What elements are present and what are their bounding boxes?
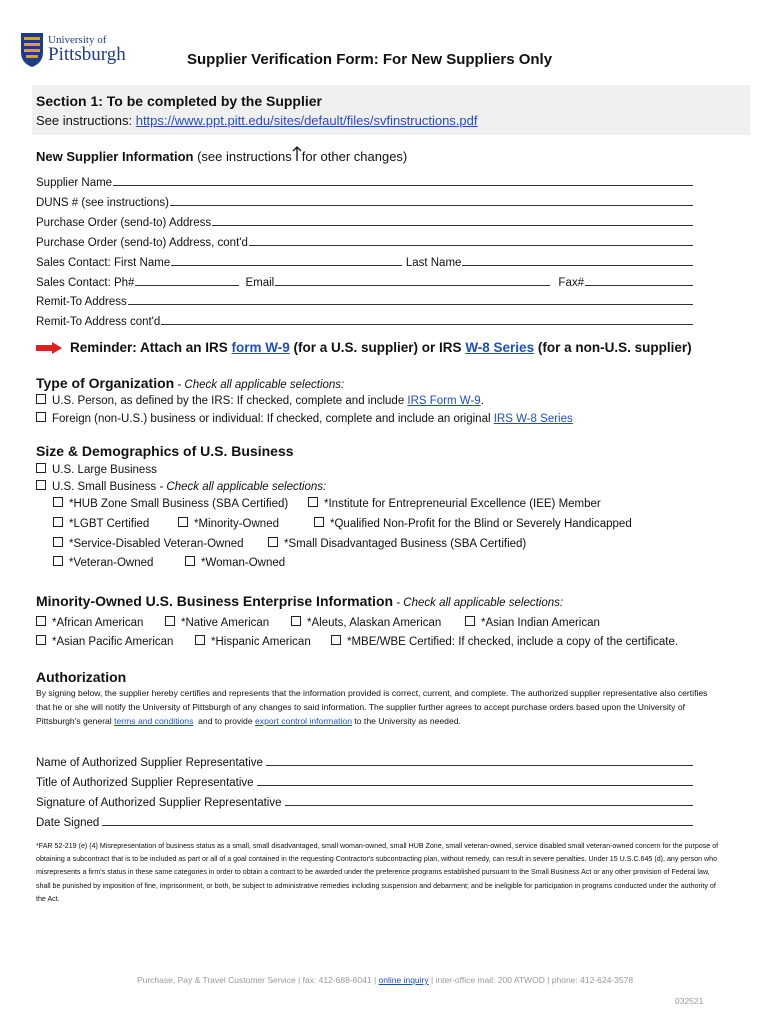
terms-link[interactable]: terms and conditions	[114, 716, 194, 726]
instructions-link[interactable]: https://www.ppt.pitt.edu/sites/default/files/svfinstructions.pdf	[135, 113, 478, 128]
org-opt2-text: Foreign (non-U.S.) business or individual: If checked, complete and include an original	[52, 413, 494, 425]
large-business-option	[36, 463, 157, 476]
rep-name-field[interactable]	[36, 753, 694, 769]
mbe-option	[331, 635, 678, 648]
instructions-line	[36, 113, 478, 128]
date-field[interactable]	[36, 813, 694, 829]
w9-link[interactable]: form W-9	[231, 340, 290, 355]
us-person-checkbox[interactable]	[36, 394, 46, 404]
veteran-checkbox[interactable]	[53, 556, 63, 566]
small-business-option	[36, 480, 326, 493]
fax-line[interactable]	[585, 284, 693, 286]
w8-link[interactable]: W-8 Series	[465, 340, 535, 355]
minority-title: Minority-Owned U.S. Business Enterprise Information	[36, 593, 394, 609]
veteran-label: *Veteran-Owned	[69, 557, 154, 569]
logo-line1: University of	[48, 34, 107, 46]
remit-line[interactable]	[128, 303, 693, 305]
aleuts-checkbox[interactable]	[291, 616, 301, 626]
aleuts-label: *Aleuts, Alaskan American	[307, 617, 442, 629]
authorization-heading: Authorization	[36, 669, 127, 685]
rep-name-label: Name of Authorized Supplier Representative	[36, 757, 263, 769]
nonprofit-checkbox[interactable]	[314, 517, 324, 527]
african-option	[36, 616, 143, 629]
nonprofit-option	[314, 517, 632, 530]
footer-pre: Purchase, Pay & Travel Customer Service | fax: 412-688-6041 |	[136, 975, 379, 985]
org-opt1-end: .	[480, 395, 484, 407]
sales-last-label: Last Name	[405, 257, 462, 269]
rep-title-line[interactable]	[257, 785, 693, 786]
hispanic-label: *Hispanic American	[211, 636, 311, 648]
lgbt-checkbox[interactable]	[53, 517, 63, 527]
large-business-checkbox[interactable]	[36, 463, 46, 473]
export-control-link[interactable]: export control information	[255, 716, 352, 726]
reminder-pre: Reminder: Attach an IRS	[70, 340, 228, 355]
native-checkbox[interactable]	[165, 616, 175, 626]
remit2-label: Remit-To Address cont'd	[36, 316, 161, 328]
minority-heading	[36, 593, 563, 609]
auth-para-pre: By signing below, the supplier hereby certifies and represents that the information provided is correct, current, and complete. The authorized supplier representative also certifies that he or she will notify the University of Pittsburgh of any changes to said information. The supplier further agrees to accept purchase orders based upon the University of Pittsburgh's general	[36, 688, 708, 726]
aleuts-option	[291, 616, 441, 629]
rep-name-line[interactable]	[266, 765, 693, 766]
right-arrow-icon	[36, 342, 62, 354]
mbe-label: *MBE/WBE Certified: If checked, include a copy of the certificate.	[347, 636, 679, 648]
size-heading: Size & Demographics of U.S. Business	[36, 443, 294, 459]
instructions-prefix: See instructions:	[36, 113, 136, 128]
sales-fax-label: Fax#	[558, 277, 584, 289]
page-title: Supplier Verification Form: For New Suppliers Only	[187, 51, 553, 68]
asian-indian-label: *Asian Indian American	[481, 617, 600, 629]
reminder-mid: (for a U.S. supplier) or IRS	[289, 340, 466, 355]
page-footer	[0, 975, 770, 985]
date-line[interactable]	[102, 825, 693, 826]
iee-option	[308, 497, 601, 510]
minority-owned-label: *Minority-Owned	[194, 518, 279, 530]
phone-line[interactable]	[135, 284, 239, 286]
org-subtitle: - Check all applicable selections:	[174, 379, 345, 391]
org-option-us	[36, 394, 484, 407]
signature-field[interactable]	[36, 793, 694, 809]
foreign-checkbox[interactable]	[36, 412, 46, 422]
irs-w8-link[interactable]: IRS W-8 Series	[493, 413, 573, 425]
woman-option	[185, 556, 285, 569]
reminder-post: (for a non-U.S. supplier)	[534, 340, 692, 355]
po-address-label: Purchase Order (send-to) Address	[36, 217, 212, 229]
signature-line[interactable]	[285, 805, 694, 806]
footer-post: | inter-office mail: 200 ATWOD | phone: 412-624-3578	[428, 975, 634, 985]
woman-label: *Woman-Owned	[201, 557, 286, 569]
university-logo	[20, 30, 140, 74]
signature-label: Signature of Authorized Supplier Representative	[36, 797, 282, 809]
up-arrow-icon	[292, 146, 302, 162]
disadvantaged-label: *Small Disadvantaged Business (SBA Certified)	[284, 538, 527, 550]
first-name-line[interactable]	[171, 264, 402, 266]
lgbt-label: *LGBT Certified	[69, 518, 150, 530]
po-address-field[interactable]	[36, 213, 694, 229]
iee-checkbox[interactable]	[308, 497, 318, 507]
date-label: Date Signed	[36, 817, 100, 829]
irs-w9-link[interactable]: IRS Form W-9	[407, 395, 481, 407]
sales-name-row	[36, 253, 694, 269]
reminder-line	[36, 340, 692, 355]
rep-title-label: Title of Authorized Supplier Representative	[36, 777, 254, 789]
hub-option	[53, 497, 288, 510]
hub-label: *HUB Zone Small Business (SBA Certified)	[69, 498, 289, 510]
authorization-paragraph	[36, 686, 716, 728]
po-address2-label: Purchase Order (send-to) Address, cont'd	[36, 237, 248, 249]
online-inquiry-link[interactable]: online inquiry	[378, 975, 429, 985]
nonprofit-label: *Qualified Non-Profit for the Blind or Severely Handicapped	[330, 518, 632, 530]
supplier-name-field[interactable]	[36, 173, 694, 189]
auth-para-post: to the University as needed.	[351, 716, 461, 726]
supplier-name-label: Supplier Name	[36, 177, 113, 189]
sales-ph-label: Sales Contact: Ph#	[36, 277, 135, 289]
far-footnote: *FAR 52-219 (e) (4) Misrepresentation of business status as a small, small disadvantaged, small woman-owned, small HUB Zone, small veteran-owned, service disabled small veteran-owned concern for the purpose of obtaining a subcontract that is to be included as part or all of a goal contained in the requesting Contractor's subcontracting plan, without remedy, can result in severe penalties. Under 15 U.S.C.645 (d), any person who misrepresents a firm's status in these same categories in order to obtain a contract to be awarded under the preference programs established pursuant to the Small Business Act or any other provision of Federal law, shall be punished by imposition of fine, imprisonment, or both, be subject to administrative remedies including suspension and debarment; and be ineligible for participation in programs conducted under the authority of the Act.	[36, 842, 719, 903]
duns-line[interactable]	[170, 204, 693, 206]
logo-line2: Pittsburgh	[48, 44, 126, 65]
hispanic-checkbox[interactable]	[195, 635, 205, 645]
disabled-vet-option	[53, 537, 244, 550]
auth-para-mid: and to provide	[193, 716, 256, 726]
sales-first-label: Sales Contact: First Name	[36, 257, 171, 269]
asian-pacific-label: *Asian Pacific American	[52, 636, 174, 648]
duns-field[interactable]	[36, 193, 694, 209]
last-name-line[interactable]	[462, 264, 693, 266]
asian-pacific-option	[36, 635, 173, 648]
form-code: 032521	[675, 996, 704, 1006]
org-opt1-text: U.S. Person, as defined by the IRS: If checked, complete and include	[52, 395, 408, 407]
org-title: Type of Organization	[36, 375, 175, 391]
remit2-field[interactable]	[36, 312, 694, 328]
nsi-bold: New Supplier Information	[36, 149, 194, 164]
nsi-paren1: (see instructions	[197, 149, 292, 164]
iee-label: *Institute for Entrepreneurial Excellence (IEE) Member	[324, 498, 601, 510]
minority-owned-checkbox[interactable]	[178, 517, 188, 527]
remit2-line[interactable]	[161, 323, 693, 325]
sales-contact-row	[36, 273, 694, 289]
po-address2-line[interactable]	[249, 244, 693, 246]
hub-checkbox[interactable]	[53, 497, 63, 507]
duns-label: DUNS # (see instructions)	[36, 197, 169, 209]
asian-pacific-checkbox[interactable]	[36, 635, 46, 645]
disadvantaged-option	[268, 537, 526, 550]
african-checkbox[interactable]	[36, 616, 46, 626]
native-option	[165, 616, 269, 629]
sales-email-label: Email	[245, 277, 275, 289]
new-supplier-info-heading	[36, 146, 407, 164]
woman-checkbox[interactable]	[185, 556, 195, 566]
small-business-label: U.S. Small Business	[52, 481, 157, 493]
large-business-label: U.S. Large Business	[52, 464, 157, 476]
small-business-sub: - Check all applicable selections:	[156, 481, 327, 493]
shield-icon	[20, 32, 44, 68]
nsi-paren2: for other changes)	[301, 149, 408, 164]
small-business-checkbox[interactable]	[36, 480, 46, 490]
section1-title: Section 1: To be completed by the Supplier	[36, 93, 323, 109]
rep-title-field[interactable]	[36, 773, 694, 789]
disabled-vet-label: *Service-Disabled Veteran-Owned	[69, 538, 244, 550]
african-label: *African American	[52, 617, 144, 629]
mbe-checkbox[interactable]	[331, 635, 341, 645]
org-heading	[36, 375, 344, 391]
remit-field[interactable]	[36, 292, 694, 308]
disadvantaged-checkbox[interactable]	[268, 537, 278, 547]
minority-subtitle: - Check all applicable selections:	[393, 597, 564, 609]
remit-label: Remit-To Address	[36, 296, 127, 308]
supplier-name-line[interactable]	[113, 184, 693, 186]
lgbt-option	[53, 517, 149, 530]
asian-indian-checkbox[interactable]	[465, 616, 475, 626]
po-address-line[interactable]	[212, 224, 693, 226]
org-option-foreign	[36, 412, 573, 425]
asian-indian-option	[465, 616, 600, 629]
email-line[interactable]	[275, 284, 550, 286]
disabled-vet-checkbox[interactable]	[53, 537, 63, 547]
native-label: *Native American	[181, 617, 270, 629]
veteran-option	[53, 556, 153, 569]
minority-owned-option	[178, 517, 279, 530]
po-address2-field[interactable]	[36, 233, 694, 249]
hispanic-option	[195, 635, 311, 648]
